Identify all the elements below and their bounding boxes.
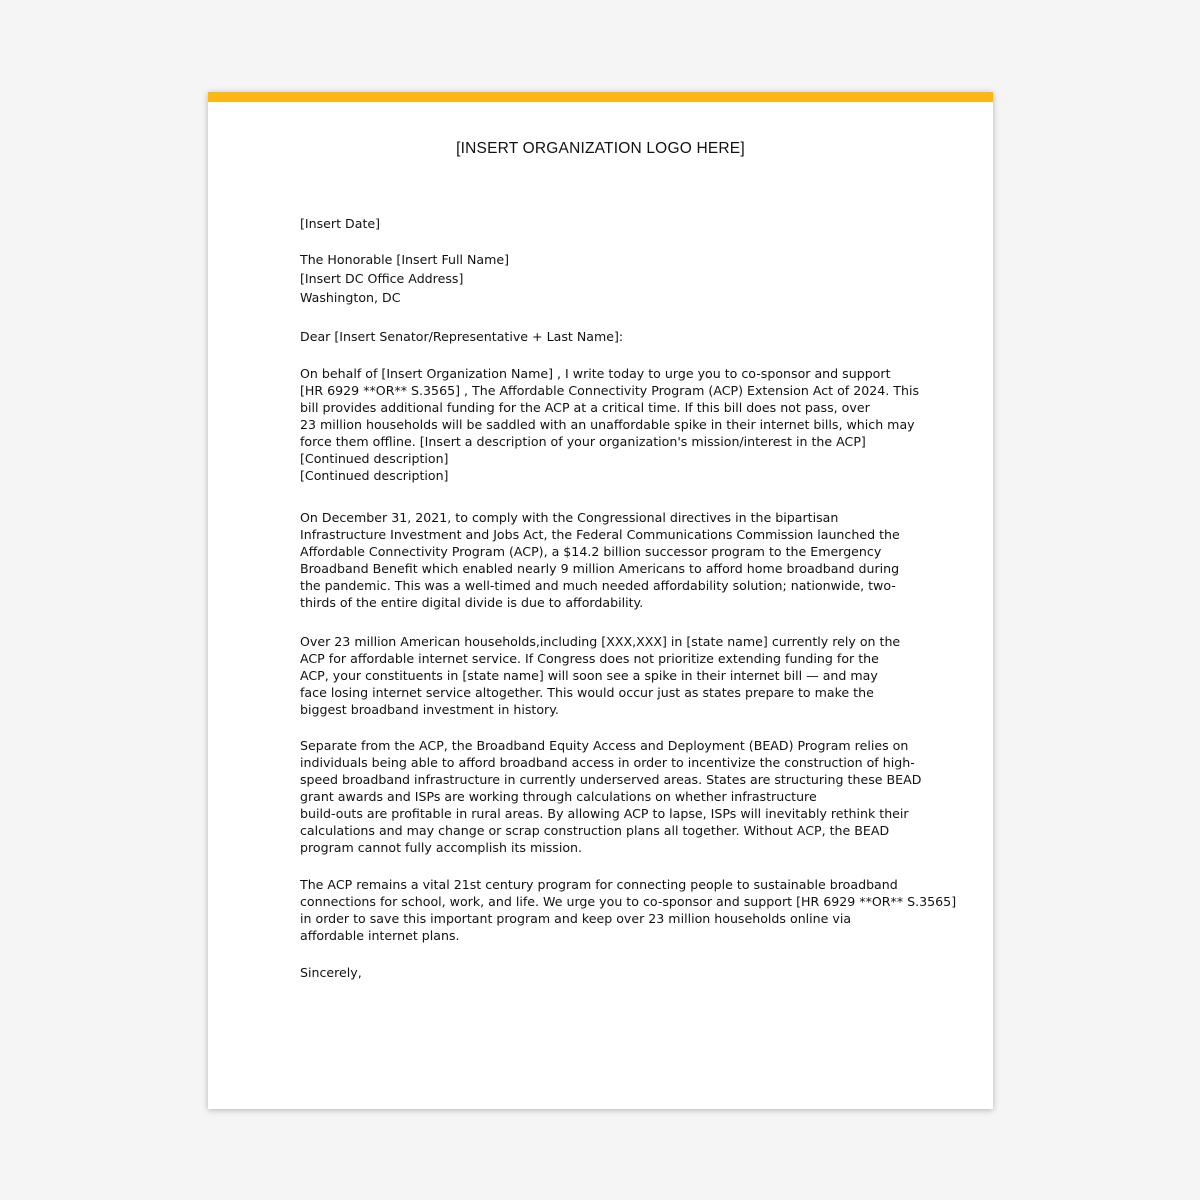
paragraph-4 — [300, 737, 921, 856]
paragraph-line: calculations and may change or scrap construction plans all together. Without ACP, the BEAD — [300, 823, 890, 838]
salutation: Dear [Insert Senator/Representative + Last Name]: — [300, 329, 624, 344]
recipient-city: Washington, DC — [300, 290, 401, 305]
paragraph-line: grant awards and ISPs are working through calculations on whether infrastructure — [300, 789, 817, 804]
paragraph-line: bill provides additional funding for the ACP at a critical time. If this bill does not pass, over — [300, 400, 870, 415]
paragraph-line: face losing internet service altogether. This would occur just as states prepare to make the — [300, 685, 874, 700]
paragraph-line: affordable internet plans. — [300, 928, 460, 943]
paragraph-line: Affordable Connectivity Program (ACP), a $14.2 billion successor program to the Emergency — [300, 544, 882, 559]
paragraph-line: [Continued description] — [300, 451, 449, 466]
paragraph-line: program cannot fully accomplish its mission. — [300, 840, 583, 855]
paragraph-line: speed broadband infrastructure in currently underserved areas. States are structuring these BEAD — [300, 772, 922, 787]
paragraph-line: Separate from the ACP, the Broadband Equity Access and Deployment (BEAD) Program relies on — [300, 738, 909, 753]
recipient-address: [Insert DC Office Address] — [300, 271, 464, 286]
paragraph-line: Infrastructure Investment and Jobs Act, the Federal Communications Commission launched the — [300, 527, 900, 542]
paragraph-line: On December 31, 2021, to comply with the Congressional directives in the bipartisan — [300, 510, 839, 525]
paragraph-line: The ACP remains a vital 21st century program for connecting people to sustainable broadband — [300, 877, 898, 892]
paragraph-line: [HR 6929 **OR** S.3565] , The Affordable Connectivity Program (ACP) Extension Act of 2024. This — [300, 383, 920, 398]
accent-top-bar — [208, 92, 993, 102]
paragraph-line: force them offline. [Insert a description of your organization's mission/interest in the ACP] — [300, 434, 866, 449]
recipient-block — [300, 251, 509, 306]
paragraph-line: build-outs are profitable in rural areas. By allowing ACP to lapse, ISPs will inevitably rethink their — [300, 806, 909, 821]
letter-date: [Insert Date] — [300, 216, 381, 231]
paragraph-line: ACP, your constituents in [state name] will soon see a spike in their internet bill — and may — [300, 668, 878, 683]
paragraph-line: [Continued description] — [300, 468, 449, 483]
paragraph-line: biggest broadband investment in history. — [300, 702, 559, 717]
recipient-name: The Honorable [Insert Full Name] — [300, 252, 510, 267]
paragraph-line: On behalf of [Insert Organization Name] , I write today to urge you to co-sponsor and support — [300, 366, 891, 381]
logo-placeholder: [INSERT ORGANIZATION LOGO HERE] — [456, 140, 745, 157]
paragraph-1 — [300, 365, 919, 484]
paragraph-line: ACP for affordable internet service. If Congress does not prioritize extending funding for the — [300, 651, 879, 666]
paragraph-3 — [300, 633, 900, 718]
closing: Sincerely, — [300, 965, 362, 980]
paragraph-2 — [300, 509, 900, 611]
paragraph-line: in order to save this important program and keep over 23 million households online via — [300, 911, 852, 926]
paragraph-5 — [300, 876, 956, 944]
paragraph-line: Over 23 million American households,including [XXX,XXX] in [state name] currently rely on the — [300, 634, 901, 649]
paragraph-line: Broadband Benefit which enabled nearly 9 million Americans to afford home broadband during — [300, 561, 900, 576]
paragraph-line: 23 million households will be saddled with an unaffordable spike in their internet bills, which may — [300, 417, 915, 432]
paragraph-line: connections for school, work, and life. We urge you to co-sponsor and support [HR 6929 **OR** S.3565] — [300, 894, 957, 909]
paragraph-line: the pandemic. This was a well-timed and much needed affordability solution; nationwide, two- — [300, 578, 896, 593]
paragraph-line: thirds of the entire digital divide is due to affordability. — [300, 595, 644, 610]
paragraph-line: individuals being able to afford broadband access in order to incentivize the construction of high- — [300, 755, 915, 770]
letter-page — [208, 92, 993, 1109]
